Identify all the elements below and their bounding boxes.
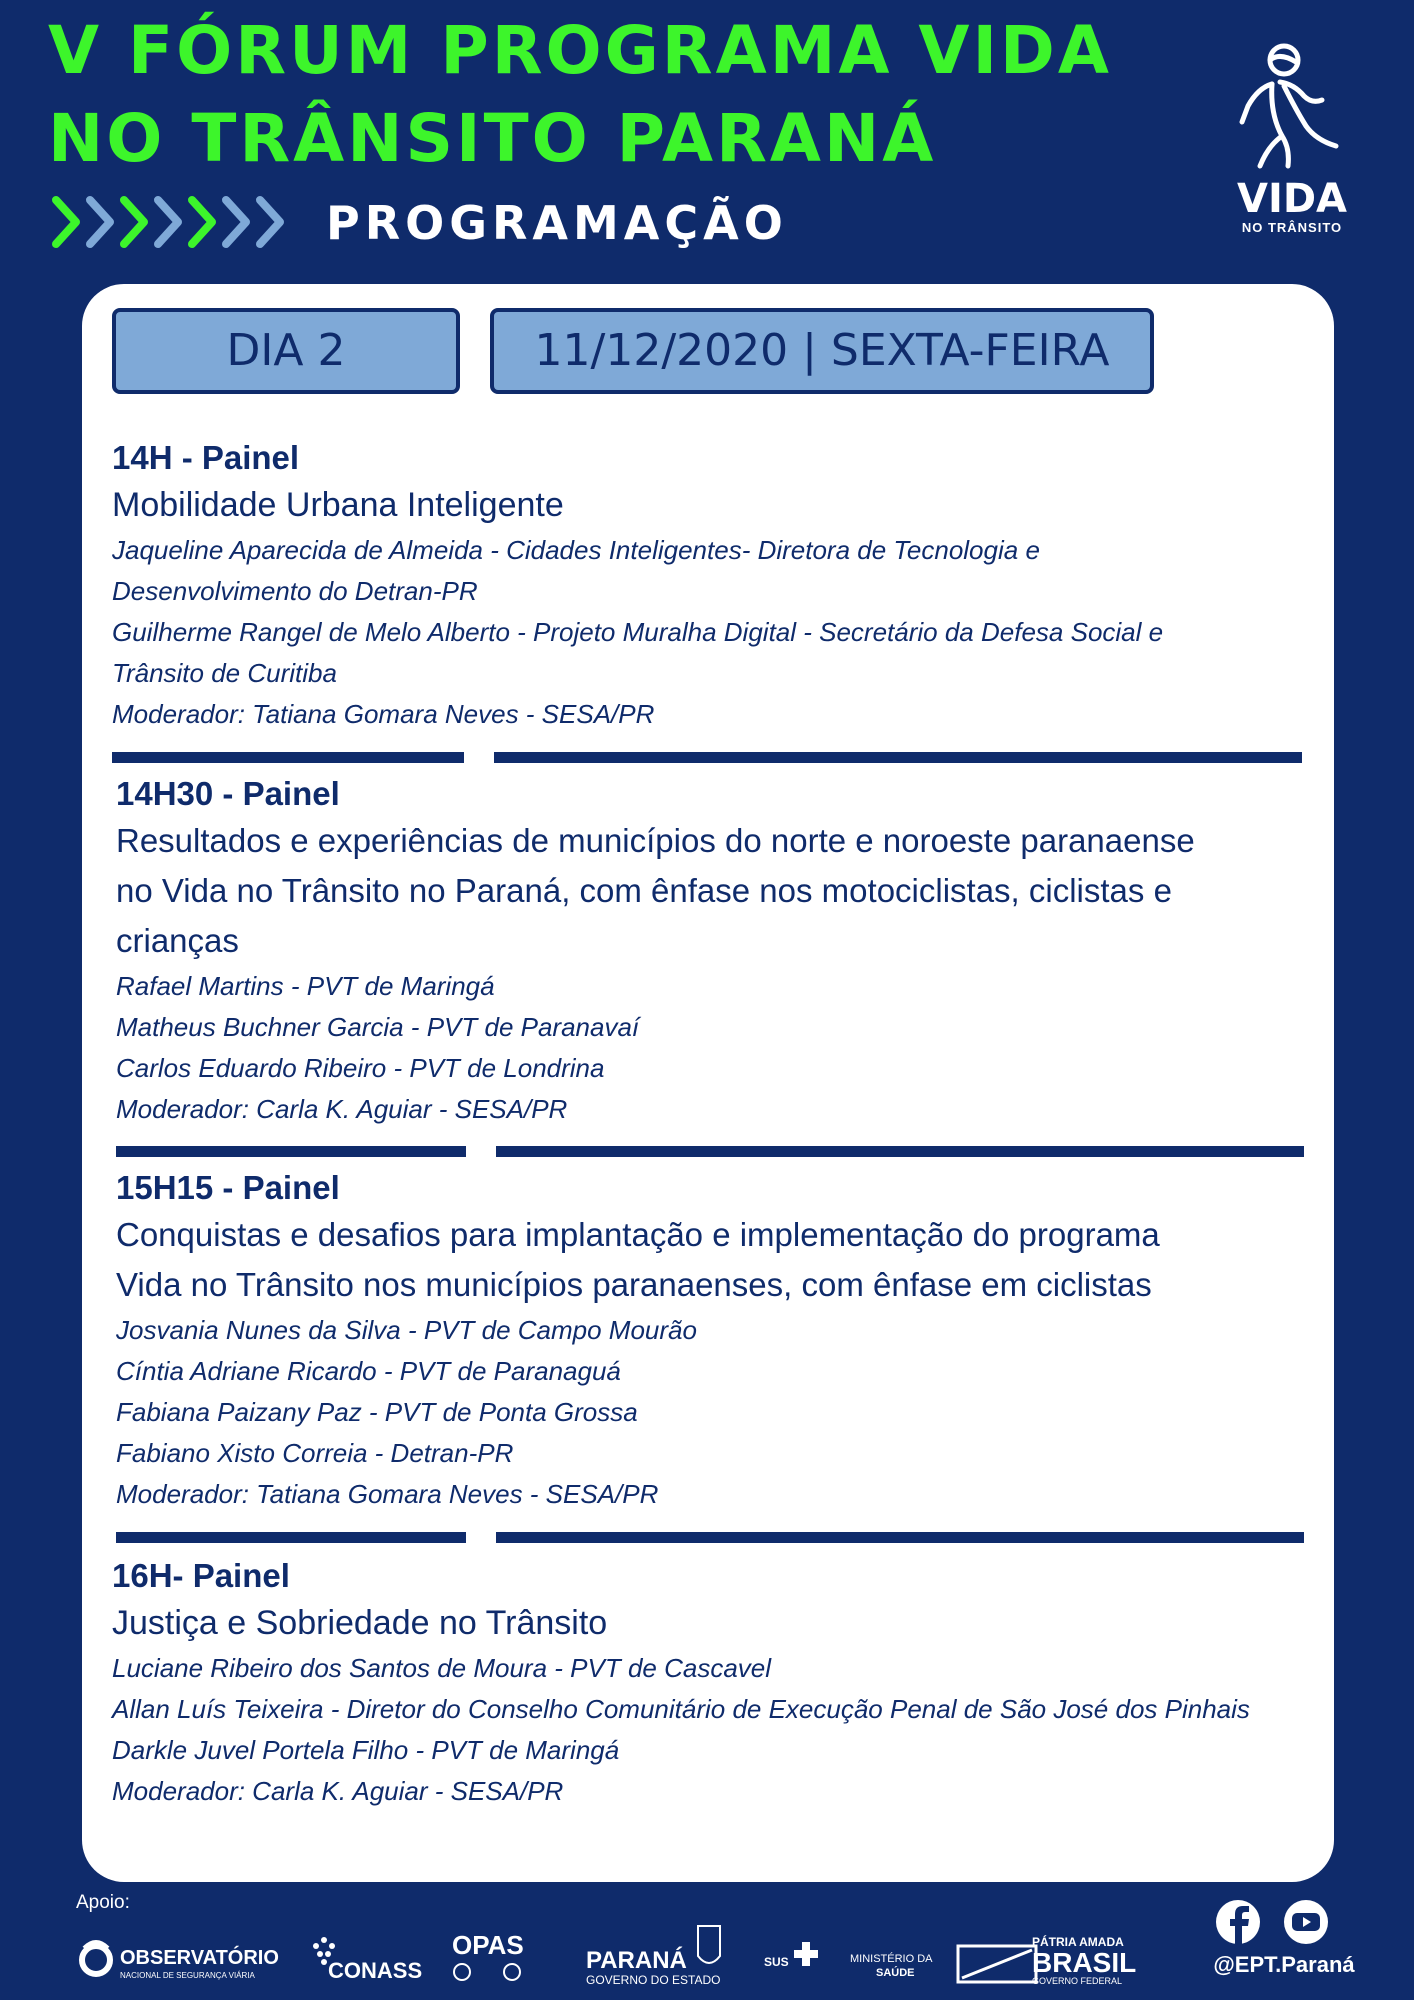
panel-topic bbox=[116, 816, 1326, 966]
panel-time: 16H- Painel bbox=[112, 1557, 290, 1594]
observatorio-sublabel: NACIONAL DE SEGURANÇA VIÁRIA bbox=[120, 1971, 255, 1980]
panel-speakers bbox=[116, 966, 1326, 1130]
panel-2 bbox=[116, 772, 1326, 1130]
ministerio-sublabel: SAÚDE bbox=[876, 1967, 915, 1979]
speaker-line: Guilherme Rangel de Melo Alberto - Projeto Muralha Digital - Secretário da Defesa Social e bbox=[112, 617, 1164, 647]
panel-speakers bbox=[112, 530, 1322, 735]
day-badge: DIA 2 bbox=[112, 308, 460, 394]
opas-label: OPAS bbox=[452, 1930, 524, 1960]
sponsor-logos bbox=[76, 1910, 1186, 1990]
ministerio-label: MINISTÉRIO DA bbox=[850, 1953, 933, 1965]
separator-long bbox=[496, 1146, 1304, 1157]
sus-logo bbox=[764, 1942, 818, 1969]
page-subtitle: PROGRAMAÇÃO bbox=[326, 196, 788, 250]
speaker-line: Desenvolvimento do Detran-PR bbox=[112, 576, 478, 606]
speaker-line: Josvania Nunes da Silva - PVT de Campo Mourão bbox=[116, 1315, 697, 1345]
speaker-line: Fabiano Xisto Correia - Detran-PR bbox=[116, 1438, 514, 1468]
moderator-line: Moderador: Tatiana Gomara Neves - SESA/PR bbox=[112, 699, 655, 729]
brasil-label: BRASIL bbox=[1032, 1947, 1137, 1978]
panel-speakers bbox=[116, 1310, 1326, 1515]
observatorio-logo bbox=[82, 1942, 279, 1980]
separator-short bbox=[112, 752, 464, 763]
parana-label: PARANÁ bbox=[586, 1947, 687, 1974]
opas-logo bbox=[452, 1930, 524, 1980]
panel-1 bbox=[112, 436, 1322, 735]
apoio-label: Apoio: bbox=[76, 1892, 130, 1913]
date-badge: 11/12/2020 | SEXTA-FEIRA bbox=[490, 308, 1154, 394]
social-icons bbox=[1212, 1896, 1362, 2000]
social-handle: @EPT.Paraná bbox=[1213, 1952, 1355, 1977]
speaker-line: Cíntia Adriane Ricardo - PVT de Paranaguá bbox=[116, 1356, 621, 1386]
brasil-top-label: PÁTRIA AMADA bbox=[1032, 1935, 1124, 1949]
panel-topic: Justiça e Sobriedade no Trânsito bbox=[112, 1604, 608, 1642]
logo-subtext: NO TRÂNSITO bbox=[1241, 220, 1343, 235]
moderator-line: Moderador: Carla K. Aguiar - SESA/PR bbox=[112, 1776, 564, 1806]
conass-label: CONASS bbox=[328, 1958, 423, 1983]
speaker-line: Jaqueline Aparecida de Almeida - Cidades Inteligentes- Diretora de Tecnologia e bbox=[112, 535, 1040, 565]
separator-long bbox=[494, 752, 1302, 763]
page-title-line-2: NO TRÂNSITO PARANÁ bbox=[48, 100, 937, 177]
conass-logo bbox=[313, 1937, 422, 1983]
youtube-icon[interactable] bbox=[1284, 1900, 1328, 1944]
separator-short bbox=[116, 1532, 466, 1543]
panel-speakers bbox=[112, 1648, 1322, 1812]
sus-label: SUS bbox=[764, 1955, 789, 1969]
panel-topic-line: Vida no Trânsito nos municípios paranaenses, com ênfase em ciclistas bbox=[116, 1266, 1152, 1303]
panel-topic-line: Resultados e experiências de municípios do norte e noroeste paranaense bbox=[116, 822, 1195, 859]
speaker-line: Darkle Juvel Portela Filho - PVT de Maringá bbox=[112, 1735, 620, 1765]
brasil-logo bbox=[958, 1934, 1136, 1986]
parana-logo bbox=[586, 1926, 720, 1987]
speaker-line: Matheus Buchner Garcia - PVT de Paranavaí bbox=[116, 1012, 640, 1042]
panel-topic bbox=[116, 1210, 1326, 1310]
speaker-line: Luciane Ribeiro dos Santos de Moura - PVT de Cascavel bbox=[112, 1653, 772, 1683]
panel-time: 14H - Painel bbox=[112, 439, 300, 476]
panel-topic-line: Conquistas e desafios para implantação e implementação do programa bbox=[116, 1216, 1160, 1253]
separator-short bbox=[116, 1146, 466, 1157]
panel-4 bbox=[112, 1554, 1322, 1812]
speaker-line: Carlos Eduardo Ribeiro - PVT de Londrina bbox=[116, 1053, 605, 1083]
panel-topic: Mobilidade Urbana Inteligente bbox=[112, 486, 564, 524]
speaker-line: Fabiana Paizany Paz - PVT de Ponta Grossa bbox=[116, 1397, 638, 1427]
moderator-line: Moderador: Tatiana Gomara Neves - SESA/PR bbox=[116, 1479, 659, 1509]
moderator-line: Moderador: Carla K. Aguiar - SESA/PR bbox=[116, 1094, 568, 1124]
panel-3 bbox=[116, 1166, 1326, 1515]
page-title-line-1: V FÓRUM PROGRAMA VIDA bbox=[48, 12, 1112, 89]
speaker-line: Allan Luís Teixeira - Diretor do Conselho Comunitário de Execução Penal de São José dos Pinhais bbox=[112, 1694, 1250, 1724]
parana-sublabel: GOVERNO DO ESTADO bbox=[586, 1973, 721, 1987]
speaker-line: Trânsito de Curitiba bbox=[112, 658, 337, 688]
panel-topic-line: crianças bbox=[116, 922, 239, 959]
speaker-line: Rafael Martins - PVT de Maringá bbox=[116, 971, 495, 1001]
brasil-sublabel: GOVERNO FEDERAL bbox=[1032, 1976, 1123, 1986]
ministerio-logo bbox=[850, 1952, 933, 1979]
panel-topic-line: no Vida no Trânsito no Paraná, com ênfase nos motociclistas, ciclistas e bbox=[116, 872, 1172, 909]
facebook-icon[interactable] bbox=[1216, 1900, 1260, 1944]
separator-long bbox=[496, 1532, 1304, 1543]
observatorio-label: OBSERVATÓRIO bbox=[120, 1947, 279, 1969]
logo-text: VIDA bbox=[1237, 176, 1347, 222]
panel-time: 14H30 - Painel bbox=[116, 775, 340, 812]
panel-time: 15H15 - Painel bbox=[116, 1169, 340, 1206]
chevrons-icon bbox=[48, 192, 298, 252]
